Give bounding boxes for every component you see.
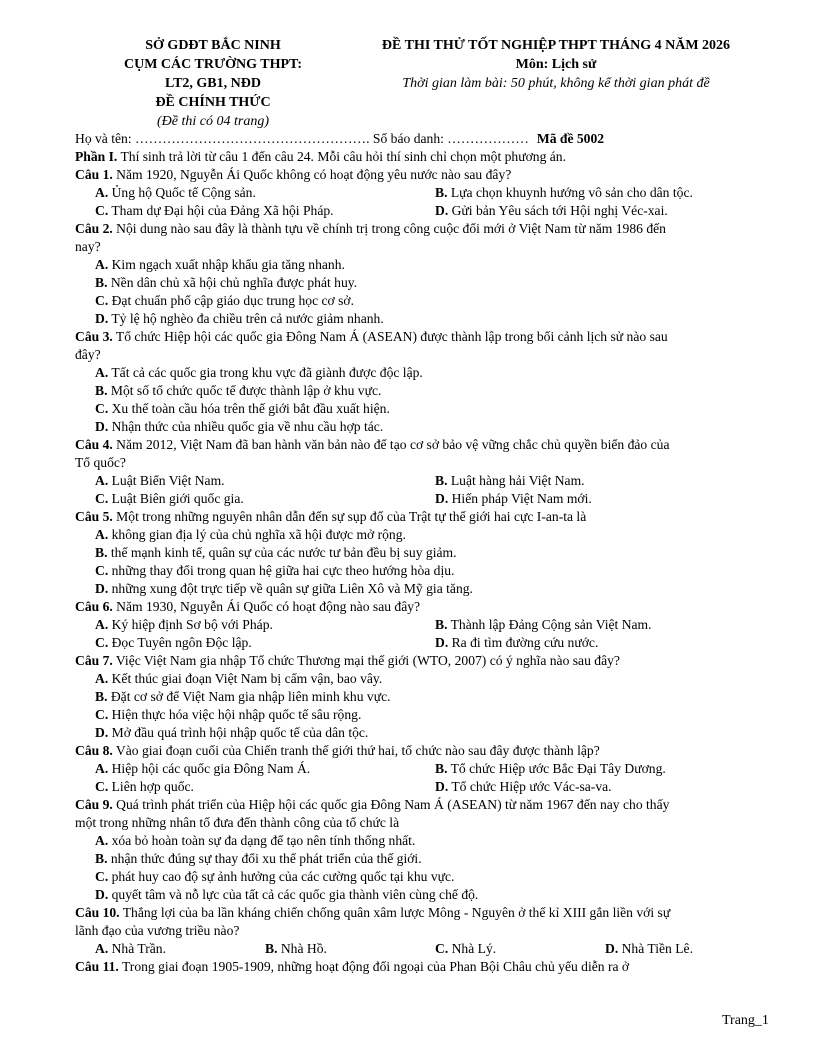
page-count-note: (Đề thi có 04 trang) bbox=[157, 114, 269, 129]
question-5 bbox=[75, 508, 781, 526]
question-label: Câu 7. bbox=[75, 653, 113, 668]
question-text: Việc Việt Nam gia nhập Tổ chức Thương mại thế giới (WTO, 2007) có ý nghĩa nào sau đây? bbox=[112, 653, 620, 668]
question-text: Tổ chức Hiệp hội các quốc gia Đông Nam Á (ASEAN) được thành lập trong bối cảnh lịch sử nào sau bbox=[112, 329, 668, 344]
question-7 bbox=[75, 652, 781, 670]
option-a: A. Hiệp hội các quốc gia Đông Nam Á. bbox=[95, 761, 311, 776]
options-row bbox=[75, 760, 781, 778]
question-8 bbox=[75, 742, 781, 760]
option-d: D. Gửi bản Yêu sách tới Hội nghị Véc-xai. bbox=[435, 203, 668, 218]
option-c: C. Nhà Lý. bbox=[435, 941, 497, 956]
options-row bbox=[75, 940, 781, 958]
question-label: Câu 5. bbox=[75, 509, 113, 524]
school-cluster: CỤM CÁC TRƯỜNG THPT: bbox=[124, 57, 302, 72]
exam-time: Thời gian làm bài: 50 phút, không kể thời gian phát đề bbox=[402, 76, 710, 91]
option-c: C. phát huy cao độ sự ảnh hưởng của các cường quốc tại khu vực. bbox=[95, 869, 455, 884]
question-label: Câu 2. bbox=[75, 221, 113, 236]
option-d: D. Mở đầu quá trình hội nhập quốc tế của dân tộc. bbox=[95, 725, 369, 740]
option-b: B. Luật hàng hải Việt Nam. bbox=[435, 473, 585, 488]
option-d: D. Tổ chức Hiệp ước Vác-sa-va. bbox=[435, 779, 612, 794]
option-b: B. Đặt cơ sở để Việt Nam gia nhập liên minh khu vực. bbox=[95, 689, 391, 704]
question-text: Trong giai đoạn 1905-1909, những hoạt động đối ngoại của Phan Bội Châu chủ yếu diễn ra ở bbox=[118, 959, 630, 974]
question-text: Một trong những nguyên nhân dẫn đến sự sụp đổ của Trật tự thế giới hai cực I-an-ta là bbox=[112, 509, 587, 524]
option-d: D. Ra đi tìm đường cứu nước. bbox=[435, 635, 599, 650]
part1-text: Thí sinh trả lời từ câu 1 đến câu 24. Mỗi câu hỏi thí sinh chỉ chọn một phương án. bbox=[117, 149, 566, 164]
option-a: A. Luật Biển Việt Nam. bbox=[95, 473, 225, 488]
exam-subject: Môn: Lịch sử bbox=[515, 57, 597, 72]
option-c: C. những thay đổi trong quan hệ giữa hai cực theo hướng hòa dịu. bbox=[95, 563, 455, 578]
question-6 bbox=[75, 598, 781, 616]
option-c: C. Đọc Tuyên ngôn Độc lập. bbox=[95, 635, 252, 650]
option-d: D. Nhận thức của nhiều quốc gia về nhu cầu hợp tác. bbox=[95, 419, 384, 434]
option-d: D. quyết tâm và nỗ lực của tất cả các quốc gia thành viên cùng chế độ. bbox=[95, 887, 479, 902]
option-a: A. xóa bỏ hoàn toàn sự đa dạng để tạo nên tính thống nhất. bbox=[95, 833, 416, 848]
question-label: Câu 9. bbox=[75, 797, 113, 812]
question-11 bbox=[75, 958, 781, 976]
option-b: B. Nhà Hồ. bbox=[265, 941, 327, 956]
question-1 bbox=[75, 166, 781, 184]
options-row bbox=[75, 202, 781, 220]
question-text-cont: một trong những nhân tố đưa đến thành công của tổ chức là bbox=[75, 815, 400, 830]
question-text: Vào giai đoạn cuối của Chiến tranh thế giới thứ hai, tổ chức nào sau đây được thành lập? bbox=[112, 743, 600, 758]
option-b: B. Nền dân chủ xã hội chủ nghĩa được phát huy. bbox=[95, 275, 358, 290]
question-4 bbox=[75, 436, 781, 454]
option-a: A. Kết thúc giai đoạn Việt Nam bị cấm vận, bao vây. bbox=[95, 671, 383, 686]
option-c: C. Xu thế toàn cầu hóa trên thế giới bắt đầu xuất hiện. bbox=[95, 401, 390, 416]
option-c: C. Liên hợp quốc. bbox=[95, 779, 194, 794]
options-row bbox=[75, 184, 781, 202]
exam-code: Mã đề 5002 bbox=[536, 131, 605, 146]
question-label: Câu 1. bbox=[75, 167, 113, 182]
option-d: D. những xung đột trực tiếp về quân sự giữa Liên Xô và Mỹ gia tăng. bbox=[95, 581, 473, 596]
question-text: Năm 1930, Nguyễn Ái Quốc có hoạt động nào sau đây? bbox=[112, 599, 421, 614]
option-c: C. Đạt chuẩn phổ cập giáo dục trung học cơ sở. bbox=[95, 293, 354, 308]
question-text: Thắng lợi của ba lần kháng chiến chống quân xâm lược Mông - Nguyên ở thế kỉ XIII gắn liền với sự bbox=[119, 905, 671, 920]
question-10 bbox=[75, 904, 781, 922]
question-text-cont: Tổ quốc? bbox=[75, 455, 126, 470]
question-3 bbox=[75, 328, 781, 346]
option-a: A. Kim ngạch xuất nhập khẩu gia tăng nhanh. bbox=[95, 257, 345, 272]
question-text-cont: nay? bbox=[75, 239, 101, 254]
question-text-cont: đây? bbox=[75, 347, 101, 362]
header-right bbox=[348, 36, 764, 93]
option-b: B. thế mạnh kinh tế, quân sự của các nước tư bản đều bị suy giảm. bbox=[95, 545, 457, 560]
question-label: Câu 4. bbox=[75, 437, 113, 452]
question-label: Câu 8. bbox=[75, 743, 113, 758]
options-row bbox=[75, 490, 781, 508]
part1-label: Phần I. bbox=[75, 149, 118, 164]
official-label: ĐỀ CHÍNH THỨC bbox=[155, 95, 271, 110]
option-a: A. Tất cả các quốc gia trong khu vực đã giành được độc lập. bbox=[95, 365, 423, 380]
school-names: LT2, GB1, NĐD bbox=[165, 76, 261, 91]
question-2 bbox=[75, 220, 781, 238]
option-b: B. nhận thức đúng sự thay đổi xu thế phát triển của thế giới. bbox=[95, 851, 422, 866]
option-b: B. Tổ chức Hiệp ước Bắc Đại Tây Dương. bbox=[435, 761, 666, 776]
options-row bbox=[75, 634, 781, 652]
student-info-line bbox=[75, 130, 781, 148]
header-left bbox=[88, 36, 338, 131]
option-b: B. Thành lập Đảng Cộng sản Việt Nam. bbox=[435, 617, 652, 632]
option-a: A. Ủng hộ Quốc tế Cộng sản. bbox=[95, 185, 256, 200]
option-b: B. Lựa chọn khuynh hướng vô sản cho dân tộc. bbox=[435, 185, 693, 200]
question-label: Câu 11. bbox=[75, 959, 119, 974]
option-a: A. không gian địa lý của chủ nghĩa xã hội được mở rộng. bbox=[95, 527, 406, 542]
option-a: A. Nhà Trần. bbox=[95, 941, 166, 956]
question-text: Nội dung nào sau đây là thành tựu về chính trị trong công cuộc đổi mới ở Việt Nam từ năm 1986 đến bbox=[112, 221, 666, 236]
option-b: B. Một số tổ chức quốc tế được thành lập ở khu vực. bbox=[95, 383, 382, 398]
department-name: SỞ GDĐT BẮC NINH bbox=[145, 38, 281, 53]
part1-instruction bbox=[75, 148, 781, 166]
option-d: D. Tỷ lệ hộ nghèo đa chiều trên cả nước giảm nhanh. bbox=[95, 311, 384, 326]
option-d: D. Hiến pháp Việt Nam mới. bbox=[435, 491, 592, 506]
option-c: C. Hiện thực hóa việc hội nhập quốc tế sâu rộng. bbox=[95, 707, 362, 722]
question-label: Câu 3. bbox=[75, 329, 113, 344]
question-text: Năm 1920, Nguyễn Ái Quốc không có hoạt động yêu nước nào sau đây? bbox=[112, 167, 512, 182]
question-text: Năm 2012, Việt Nam đã ban hành văn bản nào để tạo cơ sở bảo vệ vững chắc chủ quyền biển đảo của bbox=[112, 437, 670, 452]
option-a: A. Ký hiệp định Sơ bộ với Pháp. bbox=[95, 617, 273, 632]
exam-title: ĐỀ THI THỬ TỐT NGHIỆP THPT THÁNG 4 NĂM 2026 bbox=[381, 38, 731, 53]
options-row bbox=[75, 778, 781, 796]
page-number: Trang_1 bbox=[722, 1013, 769, 1028]
option-c: C. Luật Biên giới quốc gia. bbox=[95, 491, 244, 506]
exam-body bbox=[75, 130, 781, 976]
question-label: Câu 10. bbox=[75, 905, 120, 920]
student-name-field: Họ và tên: ……………………………………………. Số báo danh: ……………… bbox=[75, 131, 529, 146]
question-label: Câu 6. bbox=[75, 599, 113, 614]
question-text-cont: lãnh đạo của vương triều nào? bbox=[75, 923, 240, 938]
options-row bbox=[75, 616, 781, 634]
options-row bbox=[75, 472, 781, 490]
question-9 bbox=[75, 796, 781, 814]
option-d: D. Nhà Tiền Lê. bbox=[605, 941, 693, 956]
question-text: Quá trình phát triển của Hiệp hội các quốc gia Đông Nam Á (ASEAN) từ năm 1967 đến nay cho thấy bbox=[112, 797, 670, 812]
option-c: C. Tham dự Đại hội của Đảng Xã hội Pháp. bbox=[95, 203, 334, 218]
